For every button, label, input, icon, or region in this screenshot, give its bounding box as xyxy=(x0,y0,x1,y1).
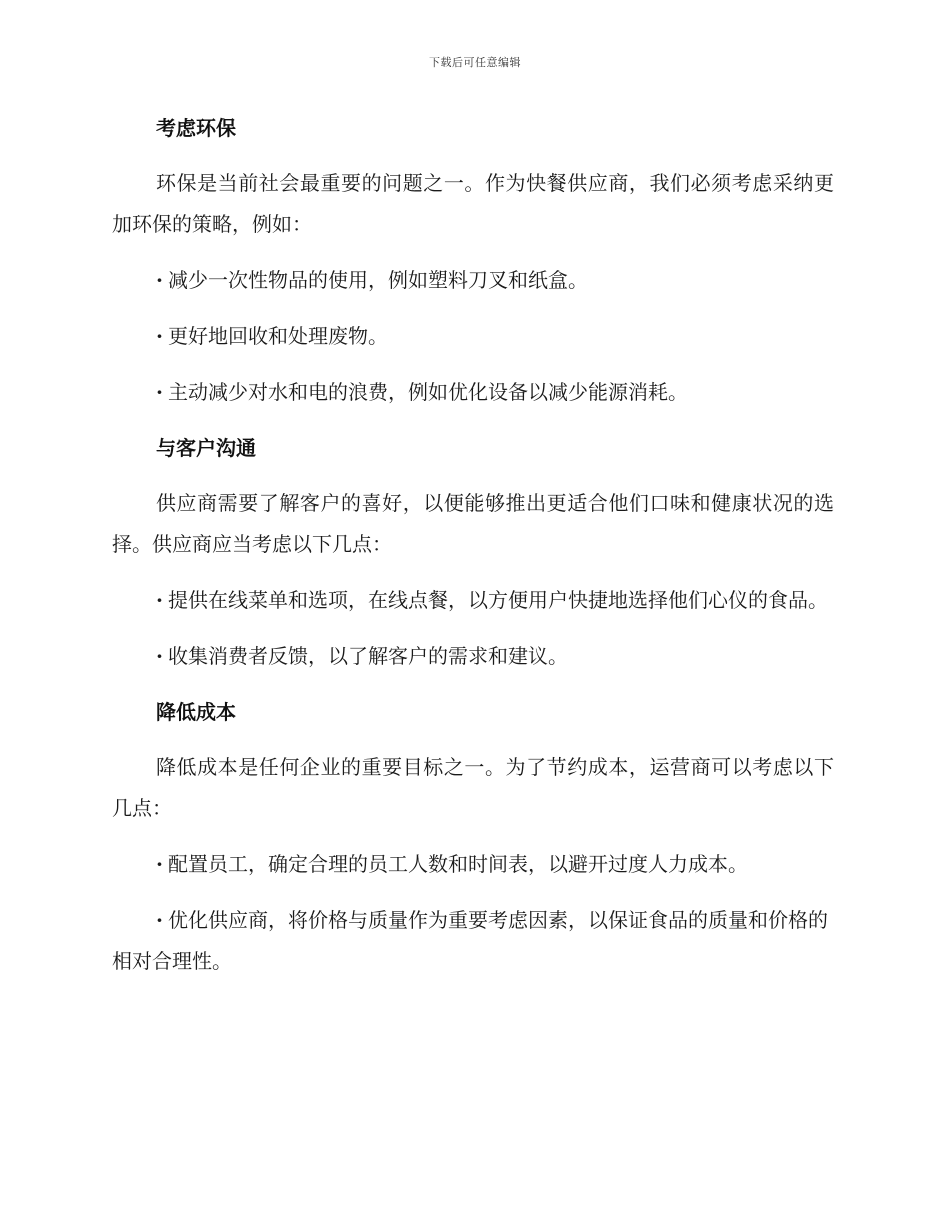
bullet-item xyxy=(112,316,834,357)
bullet-item xyxy=(112,260,834,301)
section-title: 与客户沟通 xyxy=(156,436,256,460)
section-intro: 降低成本是任何企业的重要目标之一。为了节约成本，运营商可以考虑以下几点： xyxy=(112,755,834,820)
document-body xyxy=(112,108,834,997)
section-intro: 供应商需要了解客户的喜好，以便能够推出更适合他们口味和健康状况的选择。供应商应当考虑以下几点： xyxy=(112,491,834,556)
bullet-text: 配置员工，确定合理的员工人数和时间表，以避开过度人力成本。 xyxy=(168,852,748,876)
bullet-text: 提供在线菜单和选项，在线点餐，以方便用户快捷地选择他们心仪的食品。 xyxy=(168,588,828,612)
bullet-text: 收集消费者反馈，以了解客户的需求和建议。 xyxy=(168,644,568,668)
bullet-marker: · xyxy=(156,908,163,932)
bullet-marker: · xyxy=(156,380,163,404)
bullet-item xyxy=(112,372,834,413)
bullet-marker: · xyxy=(156,324,163,348)
section-environment xyxy=(112,108,834,413)
section-customer-communication xyxy=(112,428,834,677)
bullet-item xyxy=(112,636,834,677)
bullet-item xyxy=(112,900,834,982)
bullet-marker: · xyxy=(156,588,163,612)
bullet-marker: · xyxy=(156,852,163,876)
section-title: 考虑环保 xyxy=(156,116,236,140)
section-intro: 环保是当前社会最重要的问题之一。作为快餐供应商，我们必须考虑采纳更加环保的策略，例如： xyxy=(112,171,834,236)
section-title: 降低成本 xyxy=(156,700,236,724)
bullet-text: 主动减少对水和电的浪费，例如优化设备以减少能源消耗。 xyxy=(168,380,688,404)
bullet-item xyxy=(112,580,834,621)
bullet-text: 优化供应商，将价格与质量作为重要考虑因素，以保证食品的质量和价格的相对合理性。 xyxy=(112,908,828,973)
bullet-item xyxy=(112,844,834,885)
bullet-text: 更好地回收和处理废物。 xyxy=(168,324,388,348)
header-note: 下载后可任意编辑 xyxy=(429,56,521,69)
section-cost-reduction xyxy=(112,692,834,982)
bullet-text: 减少一次性物品的使用，例如塑料刀叉和纸盒。 xyxy=(168,268,588,292)
bullet-marker: · xyxy=(156,268,163,292)
bullet-marker: · xyxy=(156,644,163,668)
